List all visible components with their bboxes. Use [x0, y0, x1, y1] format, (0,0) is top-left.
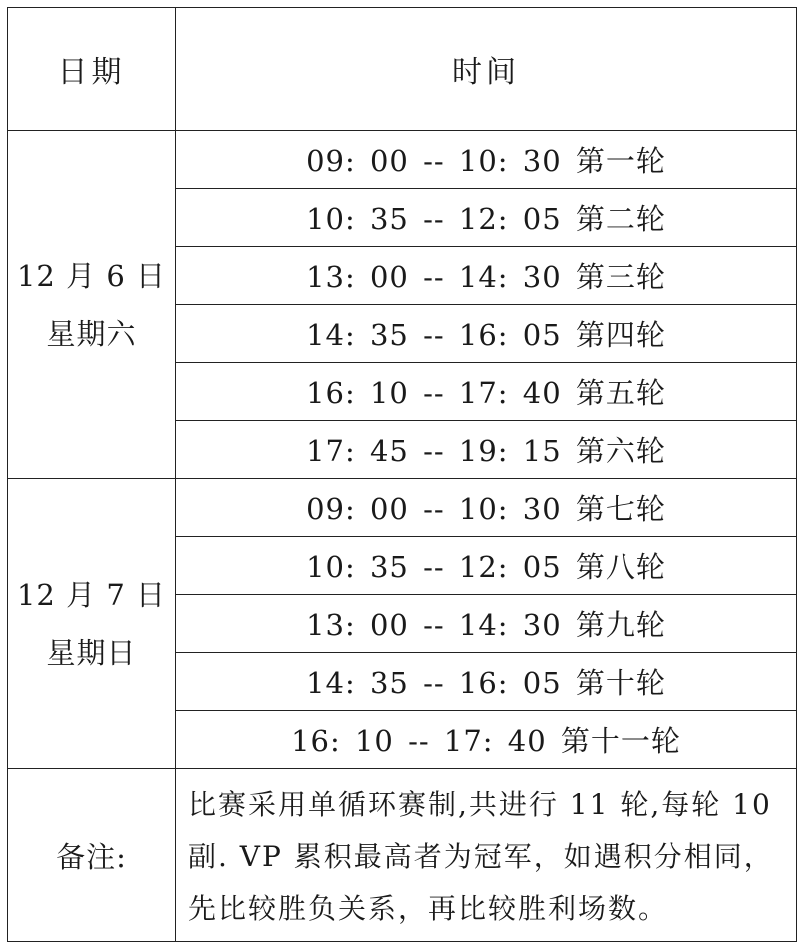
schedule-table [7, 7, 797, 942]
time-slot: 16: 10 -- 17: 40 第五轮 [176, 363, 797, 421]
time-slot: 13: 00 -- 14: 30 第九轮 [176, 595, 797, 653]
header-date: 日期 [8, 8, 176, 131]
header-time: 时间 [176, 8, 797, 131]
time-slot: 09: 00 -- 10: 30 第一轮 [176, 131, 797, 189]
time-slot: 13: 00 -- 14: 30 第三轮 [176, 247, 797, 305]
time-slot: 14: 35 -- 16: 05 第四轮 [176, 305, 797, 363]
header-row [8, 8, 797, 131]
time-slot: 10: 35 -- 12: 05 第二轮 [176, 189, 797, 247]
table-row [8, 479, 797, 537]
weekday-day2: 星期日 [46, 635, 137, 670]
remarks-row [8, 769, 797, 942]
date-cell-day1 [8, 131, 176, 479]
time-slot: 10: 35 -- 12: 05 第八轮 [176, 537, 797, 595]
date-cell-day2 [8, 479, 176, 769]
weekday-day1: 星期六 [46, 316, 137, 351]
time-slot: 14: 35 -- 16: 05 第十轮 [176, 653, 797, 711]
date-day1: 12 月 6 日 [16, 258, 166, 293]
date-day2: 12 月 7 日 [16, 577, 166, 612]
time-slot: 16: 10 -- 17: 40 第十一轮 [176, 711, 797, 769]
time-slot: 17: 45 -- 19: 15 第六轮 [176, 421, 797, 479]
remarks-text: 比赛采用单循环赛制,共进行 11 轮,每轮 10 副. VP 累积最高者为冠军，如遇积分相同，先比较胜负关系，再比较胜利场数。 [176, 769, 797, 942]
time-slot: 09: 00 -- 10: 30 第七轮 [176, 479, 797, 537]
table-row [8, 131, 797, 189]
remarks-label: 备注: [8, 769, 176, 942]
